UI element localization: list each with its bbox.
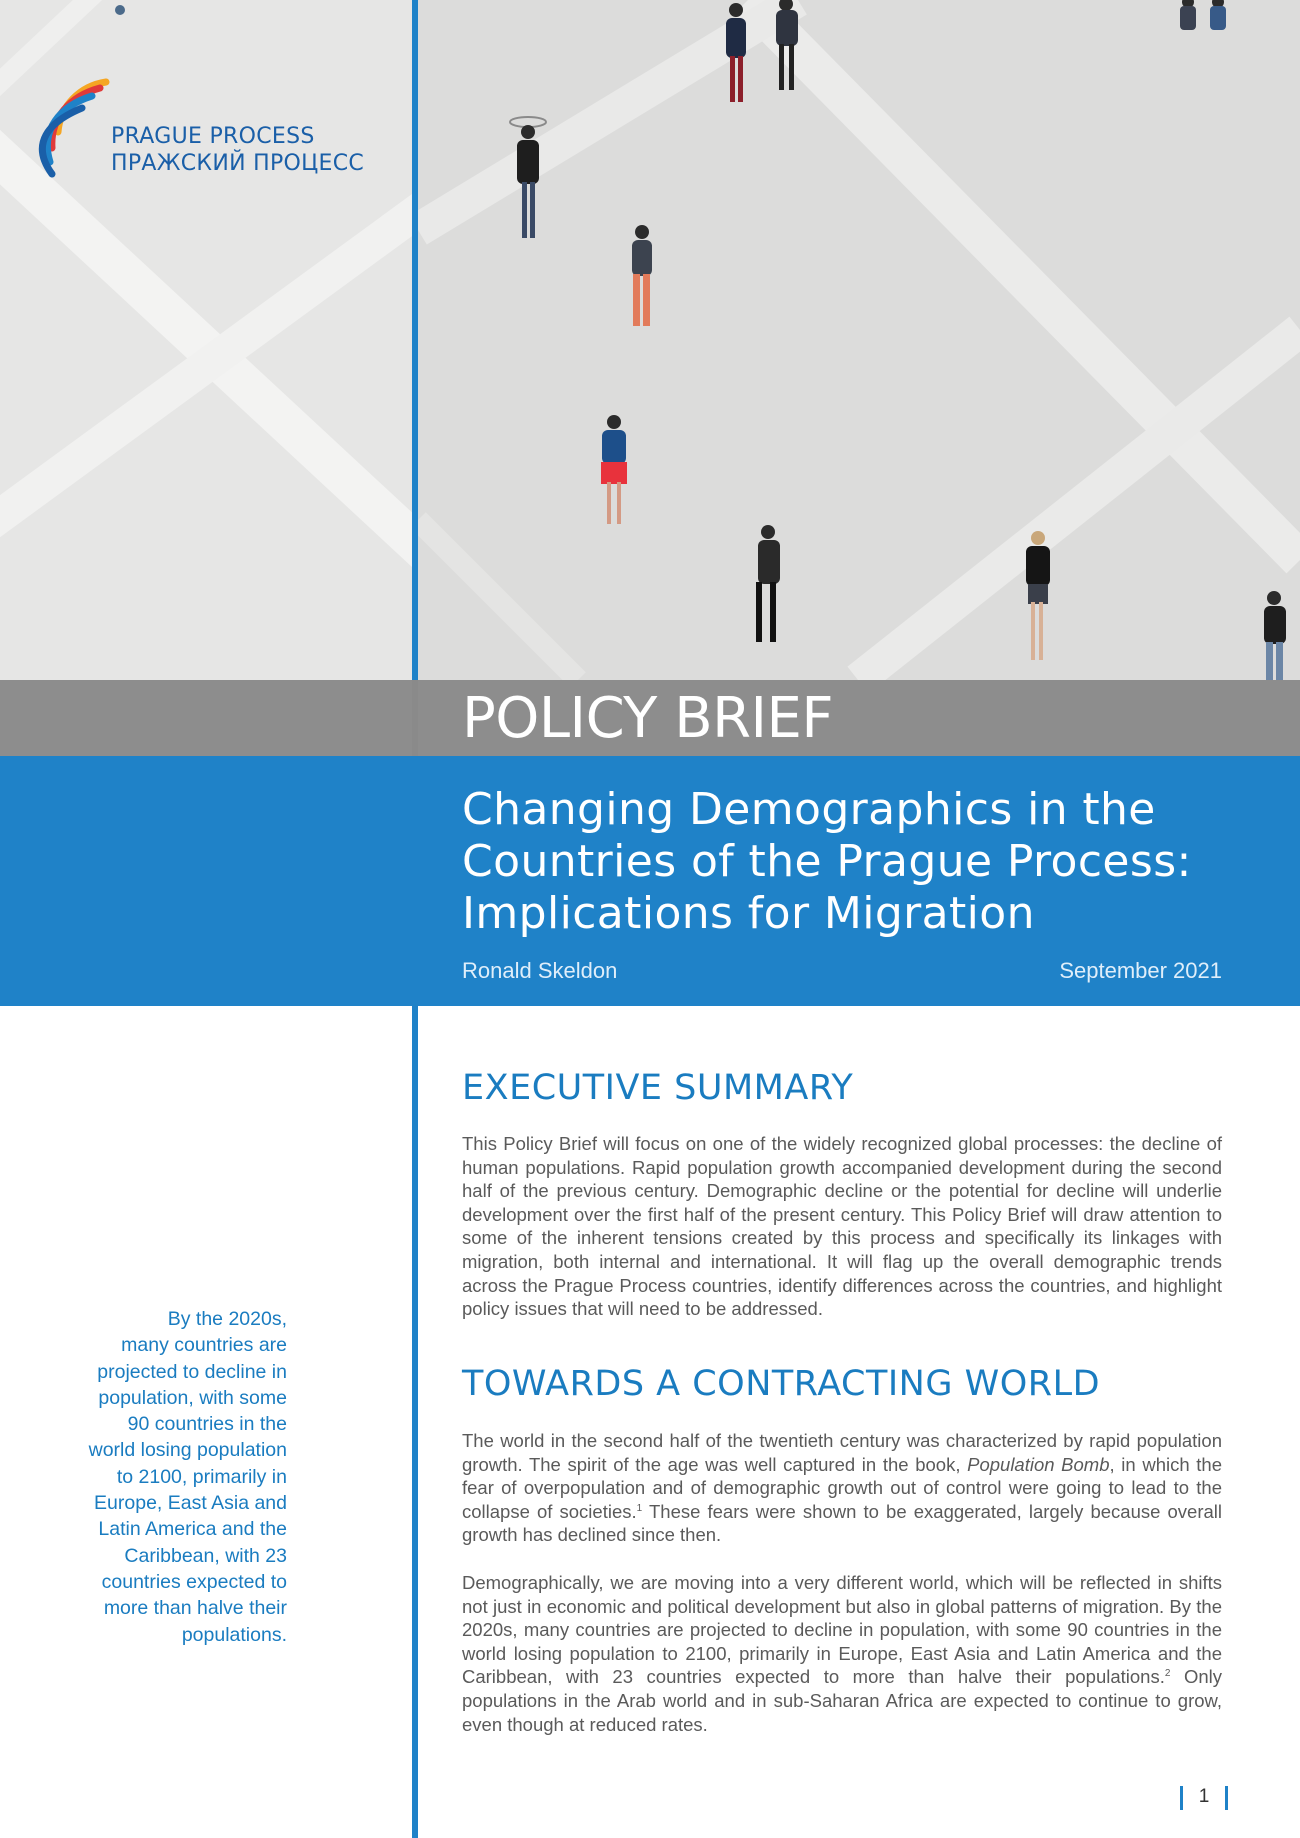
title-band xyxy=(0,756,1300,1006)
body-paragraph xyxy=(462,1571,1222,1736)
column-divider-banner xyxy=(412,680,418,756)
footnote-marker[interactable]: 2 xyxy=(1164,1668,1171,1680)
section-heading-contracting-world: TOWARDS A CONTRACTING WORLD xyxy=(462,1364,1101,1404)
policy-brief-banner xyxy=(0,680,1300,756)
pull-quote-line: countries expected to xyxy=(101,1570,287,1593)
title-line: Countries of the Prague Process: xyxy=(462,836,1192,887)
page-number xyxy=(1178,1786,1230,1812)
person-figure-icon xyxy=(115,5,125,15)
section-heading-executive-summary: EXECUTIVE SUMMARY xyxy=(462,1068,854,1108)
pull-quote-line: populations. xyxy=(181,1623,287,1646)
pull-quote-line: Caribbean, with 23 xyxy=(124,1544,287,1567)
pull-quote-line: projected to decline in xyxy=(97,1360,287,1383)
logo-line-english: PRAGUE PROCESS xyxy=(111,124,315,149)
title-line: Implications for Migration xyxy=(462,888,1035,939)
cover-photo-left xyxy=(0,0,412,680)
logo-swoosh-icon xyxy=(30,78,114,182)
pull-quote-line: more than halve their xyxy=(103,1597,287,1620)
pull-quote-line: Latin America and the xyxy=(98,1518,287,1541)
pull-quote-line: By the 2020s, xyxy=(167,1308,287,1330)
body-paragraph xyxy=(462,1429,1222,1547)
pull-quote-line: world losing population xyxy=(88,1439,287,1462)
pull-quote xyxy=(40,1306,287,1648)
paragraph-text: , in which the fear of overpopulation and of demographic growth out of control were going to lead to the collapse of societies. xyxy=(462,1453,1222,1522)
column-divider-body xyxy=(412,1006,418,1838)
author-name: Ronald Skeldon xyxy=(462,958,618,983)
page-number-bar xyxy=(1225,1786,1228,1810)
logo-line-russian: ПРАЖСКИЙ ПРОЦЕСС xyxy=(111,151,365,176)
title-line: Changing Demographics in the xyxy=(462,784,1156,835)
book-title: Population Bomb xyxy=(967,1453,1110,1475)
footnote-marker[interactable]: 1 xyxy=(636,1502,643,1514)
paragraph-text: These fears were shown to be exaggerated, largely because overall growth has declined since then. xyxy=(462,1500,1222,1546)
pull-quote-line: 90 countries in the xyxy=(127,1413,287,1436)
page-number-value: 1 xyxy=(1198,1786,1210,1807)
pull-quote-line: Europe, East Asia and xyxy=(94,1492,287,1515)
cover-photo-right xyxy=(418,0,1300,680)
pedestrians-photo xyxy=(418,0,1300,680)
prague-process-logo xyxy=(30,78,390,188)
paragraph-text: The world in the second half of the twentieth century was characterized by rapid population growth. The spirit of the age was well captured in the book, xyxy=(462,1430,1222,1475)
document-title xyxy=(462,784,1282,940)
pull-quote-line: to 2100, primarily in xyxy=(116,1465,287,1488)
pull-quote-line: population, with some xyxy=(98,1386,287,1409)
paragraph-text: Demographically, we are moving into a very different world, which will be reflected in shifts not just in economic and political development but also in global patterns of migration. By the 2020s, many countries are projected to decline in population, with some 90 countries in the world losing population to 2100, primarily in Europe, East Asia and Latin America and the Caribbean, with 23 countries expected to more than halve their populations. xyxy=(462,1572,1222,1688)
pull-quote-line: many countries are xyxy=(121,1334,287,1357)
publication-date: September 2021 xyxy=(1059,958,1222,983)
executive-summary-paragraph: This Policy Brief will focus on one of the widely recognized global processes: the decline of human populations. Rapid population growth accompanied development during the second half of the previous century. Demographic decline or the potential for decline will underlie development over the first half of the present century. This Policy Brief will draw attention to some of the inherent tensions created by this process and specifically its linkages with migration, both internal and international. It will flag up the overall demographic trends across the Prague Process countries, identify differences across the countries, and highlight policy issues that will need to be addressed. xyxy=(462,1133,1222,1320)
paragraph-text: Only populations in the Arab world and in sub-Saharan Africa are expected to continue to grow, even though at reduced rates. xyxy=(462,1666,1222,1735)
document-type-label: POLICY BRIEF xyxy=(462,686,834,751)
logo-wordmark xyxy=(111,123,364,177)
